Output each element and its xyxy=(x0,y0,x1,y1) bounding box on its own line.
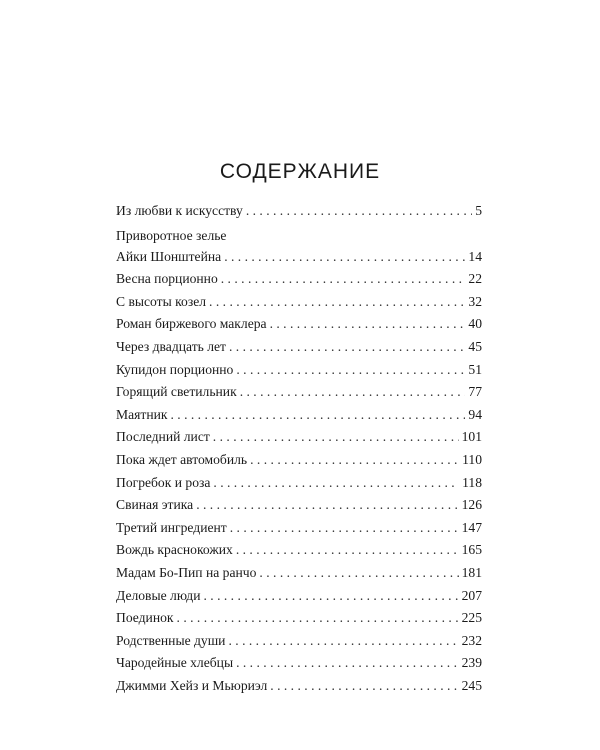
toc-entry xyxy=(116,359,482,382)
toc-leader-dots xyxy=(259,562,458,585)
toc-entry xyxy=(116,630,482,653)
toc-entry-page: 239 xyxy=(461,655,482,671)
toc-entry-page: 94 xyxy=(468,406,482,422)
toc-entry xyxy=(116,494,482,517)
toc-entry-page: 14 xyxy=(468,248,482,264)
toc-entry-page: 147 xyxy=(461,519,482,535)
toc-entry-title: Весна порционно xyxy=(116,271,218,287)
toc-entry-title: Горящий светильник xyxy=(116,384,237,400)
toc-entry xyxy=(116,517,482,540)
toc-entry xyxy=(116,381,482,404)
toc-leader-dots xyxy=(250,449,459,472)
toc-leader-dots xyxy=(246,200,472,223)
toc-entry-title: С высоты козел xyxy=(116,293,207,309)
toc-leader-dots xyxy=(270,313,466,336)
toc-entry-page: 110 xyxy=(462,451,482,467)
toc-leader-dots xyxy=(209,291,465,314)
toc-entry xyxy=(116,404,482,427)
toc-entry xyxy=(116,585,482,608)
toc-entry-page: 232 xyxy=(461,632,482,648)
toc-entry xyxy=(116,675,482,698)
toc-leader-dots xyxy=(213,472,459,495)
toc-entry-page: 245 xyxy=(461,677,482,693)
toc-leader-dots xyxy=(270,675,458,698)
toc-leader-dots xyxy=(240,381,466,404)
toc-entry-page: 165 xyxy=(461,542,482,558)
toc-entry xyxy=(116,336,482,359)
toc-leader-dots xyxy=(213,426,459,449)
toc-leader-dots xyxy=(224,246,465,269)
toc-entry xyxy=(116,426,482,449)
toc-entry-title: Поединок xyxy=(116,610,174,626)
toc-entry xyxy=(116,652,482,675)
toc-entry-page: 45 xyxy=(468,338,482,354)
toc-entry xyxy=(116,539,482,562)
toc-leader-dots xyxy=(229,336,465,359)
toc-entry-title: Маятник xyxy=(116,406,168,422)
toc-leader-dots xyxy=(196,494,458,517)
toc-entry xyxy=(116,562,482,585)
toc-leader-dots xyxy=(230,517,459,540)
toc-entry-title: Родственные души xyxy=(116,632,226,648)
toc-entry-page: 118 xyxy=(462,474,482,490)
toc-leader-dots xyxy=(236,539,459,562)
toc-entry xyxy=(116,607,482,630)
toc-entry-page: 207 xyxy=(461,587,482,603)
toc-entry-page: 181 xyxy=(461,564,482,580)
toc-entry-title: Джимми Хейз и Мьюриэл xyxy=(116,677,268,693)
toc-leader-dots xyxy=(221,268,466,291)
toc-entry xyxy=(116,449,482,472)
toc-entry xyxy=(116,200,482,223)
toc-leader-dots xyxy=(203,585,458,608)
toc-entry-page: 101 xyxy=(461,429,482,445)
toc-leader-dots xyxy=(236,652,459,675)
toc-entry-title: Чародейные хлебцы xyxy=(116,655,234,671)
toc-entry-title: Вождь краснокожих xyxy=(116,542,233,558)
page-title: СОДЕРЖАНИЕ xyxy=(219,160,381,183)
table-of-contents xyxy=(116,200,482,697)
toc-entry-title: Через двадцать лет xyxy=(116,338,226,354)
toc-entry-title: Деловые люди xyxy=(116,587,201,603)
toc-entry-page: 40 xyxy=(468,316,482,332)
toc-entry-title: Роман биржевого маклера xyxy=(116,316,267,332)
toc-entry-page: 5 xyxy=(475,203,482,218)
toc-entry-title: Погребок и роза xyxy=(116,474,211,490)
toc-entry-page: 51 xyxy=(468,361,482,377)
toc-entry xyxy=(116,291,482,314)
toc-entry-title: Мадам Бо-Пип на ранчо xyxy=(116,564,257,580)
toc-entry-page: 32 xyxy=(468,293,482,309)
toc-entry-title: Последний лист xyxy=(116,429,210,445)
toc-leader-dots xyxy=(228,630,458,653)
toc-entry-title-line1: Приворотное зелье xyxy=(116,227,227,243)
toc-entry xyxy=(116,472,482,495)
toc-leader-dots xyxy=(170,404,465,427)
toc-entry-title: Свиная этика xyxy=(116,497,194,513)
toc-entry-page: 126 xyxy=(461,497,482,513)
toc-entry-title: Пока ждет автомобиль xyxy=(116,451,248,467)
toc-entry-page: 22 xyxy=(468,271,482,287)
toc-entry xyxy=(116,268,482,291)
toc-entry-title: Из любви к искусству xyxy=(116,203,243,218)
toc-entry-title: Купидон порционно xyxy=(116,361,234,377)
toc-leader-dots xyxy=(236,359,465,382)
toc-entry-page: 77 xyxy=(468,384,482,400)
toc-entry xyxy=(116,246,482,269)
toc-entry-title-line2: Айки Шонштейна xyxy=(116,248,222,264)
toc-entry-page: 225 xyxy=(461,610,482,626)
toc-entry xyxy=(116,313,482,336)
toc-entry-title: Третий ингредиент xyxy=(116,519,227,535)
toc-leader-dots xyxy=(177,607,459,630)
